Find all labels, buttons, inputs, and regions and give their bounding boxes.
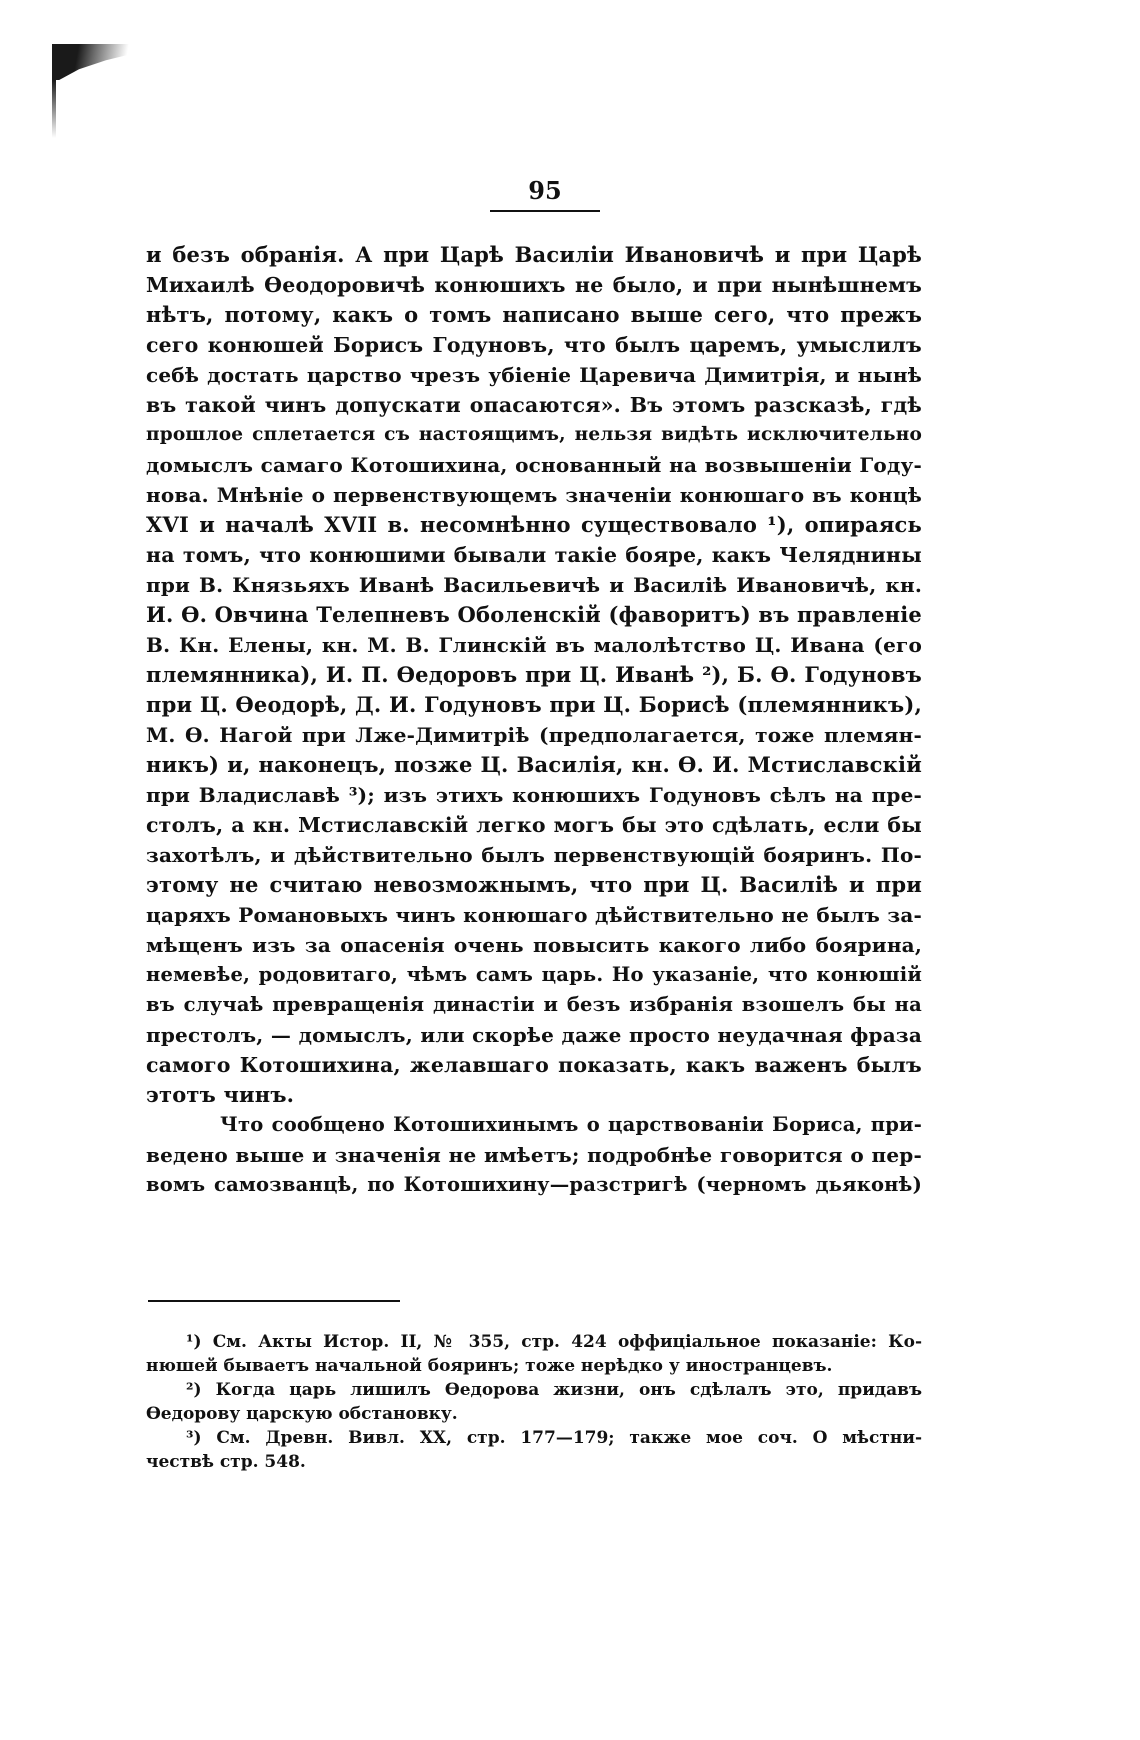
text-line: престолъ, — домыслъ, или скорѣе даже просто неудачная фраза: [146, 1023, 922, 1047]
text-line: нова. Мнѣніе о первенствующемъ значеніи конюшаго въ концѣ: [146, 483, 922, 507]
body-text: [146, 240, 922, 1200]
text-line: въ случаѣ превращенія династіи и безъ избранія взошелъ бы на: [146, 993, 922, 1016]
text-line: захотѣлъ, и дѣйствительно былъ первенствующій бояринъ. По-: [146, 843, 922, 867]
text-line: М. Ѳ. Нагой при Лже-Димитріѣ (предполагается, тоже племян-: [146, 723, 922, 747]
text-line: племянника), И. П. Ѳедоровъ при Ц. Иванѣ ²), Б. Ѳ. Годуновъ: [146, 662, 922, 687]
footnotes: [146, 1330, 922, 1474]
text-line: ведено выше и значенія не имѣетъ; подробнѣе говорится о пер-: [146, 1143, 922, 1167]
footnote-line: ¹) См. Акты Истор. II, № 355, стр. 424 оффиціальное показаніе: Ко-: [186, 1332, 922, 1352]
text-line: въ такой чинъ допускати опасаются». Въ этомъ разсказѣ, гдѣ: [146, 393, 922, 417]
text-line: XVI и началѣ XVII в. несомнѣнно существовало ¹), опираясь: [146, 512, 922, 537]
scan-corner-mark: [52, 44, 142, 80]
text-line: никъ) и, наконецъ, позже Ц. Василія, кн. Ѳ. И. Мстиславскій: [146, 752, 922, 777]
text-line: при Ц. Ѳеодорѣ, Д. И. Годуновъ при Ц. Борисѣ (племянникъ),: [146, 692, 922, 717]
footnote-line: ³) См. Древн. Вивл. XX, стр. 177—179; также мое соч. О мѣстни-: [186, 1428, 922, 1448]
text-line: при Владиславѣ ³); изъ этихъ конюшихъ Годуновъ сѣлъ на пре-: [146, 783, 922, 807]
text-line: немевѣе, родовитаго, чѣмъ самъ царь. Но указаніе, что конюшій: [146, 963, 922, 986]
page-number-rule: [490, 210, 600, 212]
text-line: при В. Князьяхъ Иванѣ Васильевичѣ и Василіѣ Ивановичѣ, кн.: [146, 573, 922, 597]
text-line: нѣтъ, потому, какъ о томъ написано выше сего, что прежъ: [146, 302, 922, 327]
text-line: этому не считаю невозможнымъ, что при Ц. Василіѣ и при: [146, 872, 922, 897]
footnote-line: Ѳедорову царскую обстановку.: [146, 1404, 458, 1424]
text-line: Михаилѣ Ѳеодоровичѣ конюшихъ не было, и при нынѣшнемъ: [146, 273, 922, 297]
text-line: себѣ достать царство чрезъ убіеніе Царевича Димитрія, и нынѣ: [146, 363, 922, 387]
text-line: на томъ, что конюшими бывали такіе бояре, какъ Челяднины: [146, 543, 922, 567]
text-line: сего конюшей Борисъ Годуновъ, что былъ царемъ, умыслилъ: [146, 333, 922, 357]
text-line: самого Котошихина, желавшаго показать, какъ важенъ былъ: [146, 1053, 922, 1077]
footnote-line: нюшей бываетъ начальной бояринъ; тоже нерѣдко у иностранцевъ.: [146, 1356, 833, 1376]
text-line: и безъ обранія. А при Царѣ Василіи Ивановичѣ и при Царѣ: [146, 242, 922, 267]
text-line: этотъ чинъ.: [146, 1082, 295, 1107]
text-line: И. Ѳ. Овчина Телепневъ Оболенскій (фаворитъ) въ правленіе: [146, 602, 922, 627]
text-line: Что сообщено Котошихинымъ о царствованіи Бориса, при-: [220, 1113, 922, 1136]
scan-corner-mark-tail: [52, 80, 56, 138]
footnote-separator: [148, 1300, 400, 1302]
text-line: домыслъ самаго Котошихина, основанный на возвышеніи Году-: [146, 453, 922, 477]
page-number: 95: [528, 176, 562, 205]
footnote-line: чествѣ стр. 548.: [146, 1452, 306, 1472]
text-line: мѣщенъ изъ за опасенія очень повысить какого либо боярина,: [146, 933, 922, 957]
text-line: столъ, а кн. Мстиславскій легко могъ бы это сдѣлать, если бы: [146, 813, 922, 837]
text-line: царяхъ Романовыхъ чинъ конюшаго дѣйствительно не былъ за-: [146, 903, 922, 927]
text-line: В. Кн. Елены, кн. М. В. Глинскій въ малолѣтство Ц. Ивана (его: [146, 633, 922, 657]
footnote-line: ²) Когда царь лишилъ Ѳедорова жизни, онъ сдѣлалъ это, придавъ: [186, 1380, 922, 1400]
text-line: вомъ самозванцѣ, по Котошихину—разстригѣ (черномъ дьяконѣ): [146, 1173, 922, 1196]
text-line: прошлое сплетается съ настоящимъ, нельзя видѣть исключительно: [146, 424, 922, 445]
